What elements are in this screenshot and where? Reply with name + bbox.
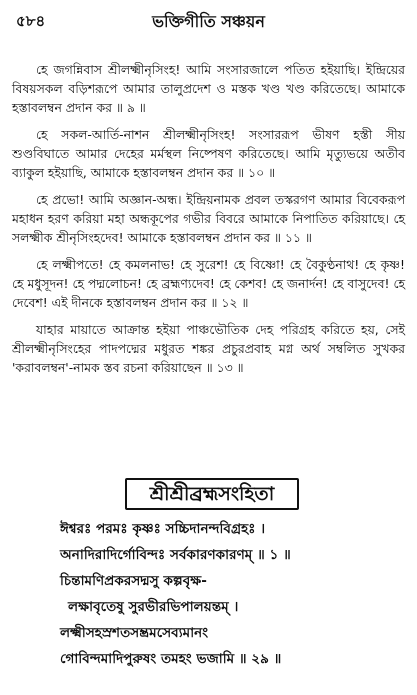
verse-line: লক্ষাবৃতেষু সুরভীরভিপালয়ন্তম্ । <box>68 599 239 615</box>
section-heading: শ্রীশ্রীব্রহ্মসংহিতা <box>125 478 299 510</box>
verse-line: চিন্তামণিপ্রকরসদ্মসু কল্পবৃক্ষ- <box>60 573 207 589</box>
paragraph-12: হে লক্ষ্মীপতে! হে কমলনাভ! হে সুরেশ! হে বিষ্ণো! হে বৈকুণ্ঠনাথ! হে কৃষ্ণ! হে মধুসূদন! হে পদ্মলোচন! হে ব্রহ্মণ্যদেব! হে কেশব! হে জনার্দন! হে বাসুদেব! হে দেবেশ! এই দীনকে হস্তাবলম্বন প্রদান কর ॥ ১২ ॥ <box>12 257 405 310</box>
running-title: ভক্তিগীতি সঞ্চয়ন <box>152 12 265 31</box>
verse-block <box>60 516 407 672</box>
verse-line: ঈশ্বরঃ পরমঃ কৃষ্ণঃ সচ্চিদানন্দবিগ্রহঃ । <box>60 521 266 537</box>
paragraph-9: হে জগন্নিবাস শ্রীলক্ষ্মীনৃসিংহ! আমি সংসারজালে পতিত হইয়াছি। ইন্দ্রিয়ের বিষয়সকল বড়িশরূপে আমার তালুপ্রদেশ ও মস্তক খণ্ড খণ্ড করিতেছে। আমাকে হস্তাবলম্বন প্রদান কর ॥ ৯ ॥ <box>12 62 405 115</box>
verse-line: লক্ষ্মীসহস্রশতসম্ভ্রমসেব্যমানং <box>60 625 209 641</box>
page-number: ৫৮৪ <box>16 12 46 30</box>
body-text <box>12 60 405 385</box>
verse-line: গোবিন্দমাদিপুরুষং তমহং ভজামি ॥ ২৯ ॥ <box>60 651 282 667</box>
paragraph-10: হে সকল-আর্তি-নাশন শ্রীলক্ষ্মীনৃসিংহ! সংসাররূপ ভীষণ হস্তী সীয় শুণ্ডবিঘাতে আমার দেহের মর্মস্থল নিষ্পেষণ করিতেছে। আমি মৃত্যুভয়ে অতীব ব্যাকুল হইয়াছি, আমাকে হস্তাবলম্বন প্রদান কর ॥ ১০ ॥ <box>12 127 405 180</box>
paragraph-13: যাহার মায়াতে আক্রান্ত হইয়া পাঞ্চভৌতিক দেহ পরিগ্রহ করিতে হয়, সেই শ্রীলক্ষ্মীনৃসিংহের পাদপদ্মের মধুরত শঙ্কর প্রচুরপ্রবাহ মগ্ন অর্থ সম্বলিত সুখকর 'করাবলম্বন'-নামক স্তব রচনা করিয়াছেন ॥ ১৩ ॥ <box>12 322 405 375</box>
paragraph-11: হে প্রভো! আমি অজ্ঞান-অন্ধ। ইন্দ্রিয়নামক প্রবল তস্করগণ আমার বিবেকরূপ মহাধন হরণ করিয়া মহা অন্ধকূপের গভীর বিবরে আমাকে নিপাতিত করিয়াছে। হে সলক্ষ্মীক শ্রীনৃসিংহদেব! আমাকে হস্তাবলম্বন প্রদান কর ॥ ১১ ॥ <box>12 192 405 245</box>
page-header <box>10 6 407 32</box>
verse-line: অনাদিরাদির্গোবিন্দঃ সর্বকারণকারণম্ ॥ ১ ॥ <box>60 547 291 563</box>
